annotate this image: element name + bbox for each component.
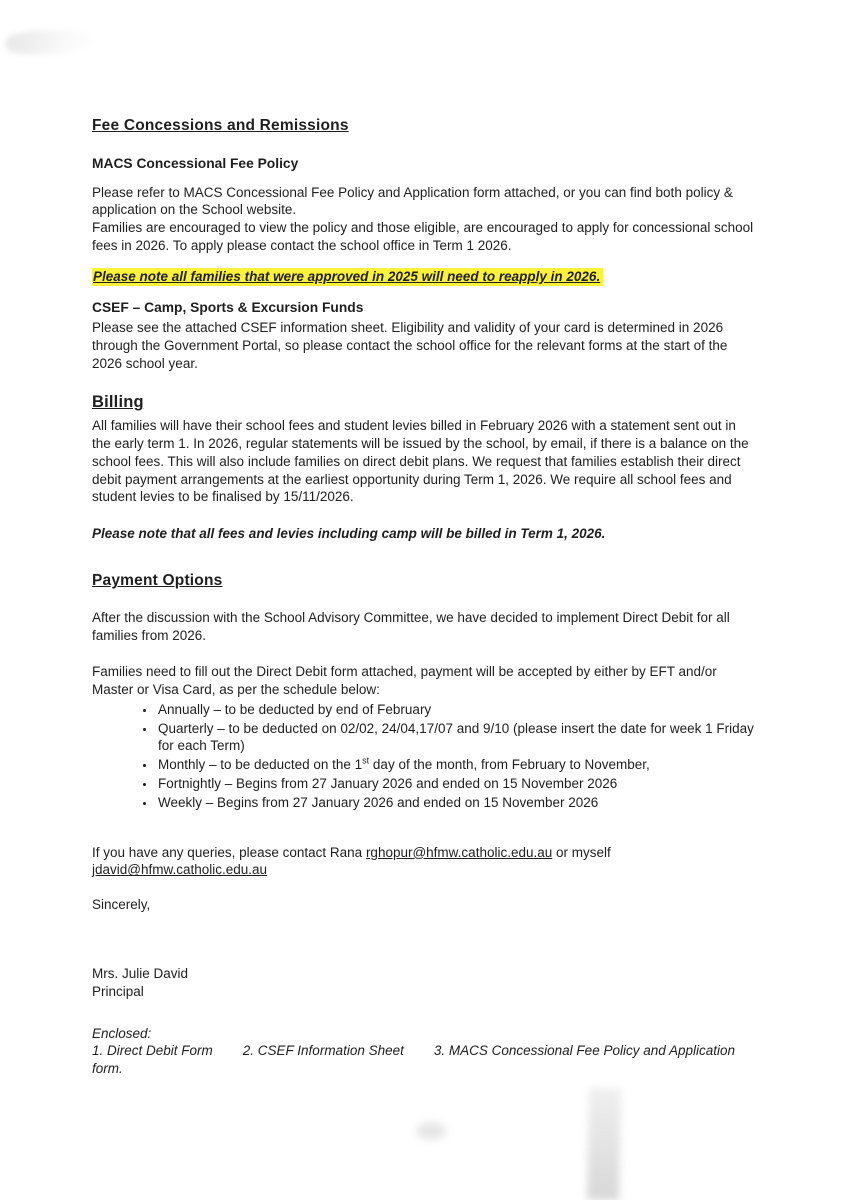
list-item-monthly <box>156 756 758 774</box>
list-item-text: Weekly – Begins from 27 January 2026 and ended on 15 November 2026 <box>158 794 599 810</box>
enclosure-item-1: 1. Direct Debit Form <box>92 1043 213 1059</box>
heading-billing: Billing <box>92 393 144 412</box>
list-item-text: Fortnightly – Begins from 27 January 2026 and ended on 15 November 2026 <box>158 775 618 791</box>
heading-csef: CSEF – Camp, Sports & Excursion Funds <box>92 299 364 315</box>
billing-note: Please note that all fees and levies including camp will be billed in Term 1, 2026. <box>92 526 606 542</box>
signature-title: Principal <box>92 983 144 999</box>
heading-macs-policy: MACS Concessional Fee Policy <box>92 156 299 172</box>
enclosed-items <box>92 1042 758 1078</box>
list-item-weekly <box>156 794 758 812</box>
list-item-quarterly <box>156 720 758 756</box>
enclosure-item-2: 2. CSEF Information Sheet <box>242 1043 404 1059</box>
queries-paragraph <box>92 844 758 880</box>
reapply-highlight-note <box>92 268 758 286</box>
list-item-text: day of the month, from February to November, <box>369 757 650 773</box>
list-item-text: Annually – to be deducted by end of February <box>158 701 432 717</box>
email-link-jdavid[interactable]: jdavid@hfmw.catholic.edu.au <box>92 862 268 878</box>
signature-block <box>92 965 758 1001</box>
payment-paragraph-1: After the discussion with the School Advisory Committee, we have decided to implement Direct Debit for all families from 2026. <box>92 610 730 644</box>
email-link-rghopur[interactable]: rghopur@hfmw.catholic.edu.au <box>365 844 553 860</box>
queries-text-after: or myself <box>552 844 611 860</box>
macs-paragraph-2: Families are encouraged to view the policy and those eligible, are encouraged to apply for concessional school fees in 2026. To apply please contact the school office in Term 1 2026. <box>92 220 754 254</box>
enclosures-block <box>92 1025 758 1078</box>
csef-paragraph: Please see the attached CSEF information sheet. Eligibility and validity of your card is determined in 2026 through the Government Portal, so please contact the school office for the relevant forms at the start of the 2026 school year. <box>92 319 728 371</box>
enclosure-item-3: 3. MACS Concessional Fee Policy and Application form. <box>92 1043 736 1077</box>
scan-smudge-top-left <box>6 28 99 55</box>
billing-paragraph: All families will have their school fees and student levies billed in February 2026 with a statement sent out in the early term 1. In 2026, regular statements will be issued by the school, by email, if there is a balance on the school fees. This will also include families on direct debit plans. We request that families establish their direct debit payment arrangements at the earliest opportunity during Term 1, 2026. We require all school fees and student levies to be finalised by 15/11/2026. <box>92 418 749 505</box>
enclosed-label: Enclosed: <box>92 1025 152 1041</box>
list-item-text: Monthly – to be deducted on the 1 <box>158 757 363 773</box>
sign-off: Sincerely, <box>92 897 151 913</box>
payment-schedule-list <box>92 701 758 812</box>
highlighted-text: Please note all families that were approved in 2025 will need to reapply in 2026. <box>92 268 603 286</box>
signature-name: Mrs. Julie David <box>92 966 189 982</box>
list-item-annually <box>156 701 758 719</box>
payment-paragraph-2: Families need to fill out the Direct Debit form attached, payment will be accepted by either by EFT and/or Master or Visa Card, as per the schedule below: <box>92 664 717 697</box>
list-item-text: Quarterly – to be deducted on 02/02, 24/04,17/07 and 9/10 (please insert the date for week 1 Friday for each Term) <box>158 720 754 754</box>
superscript-st: st <box>362 755 370 766</box>
heading-fee-concessions: Fee Concessions and Remissions <box>92 117 349 134</box>
macs-paragraph-1: Please refer to MACS Concessional Fee Policy and Application form attached, or you can find both policy & application on the School website. <box>92 184 733 218</box>
letter-body <box>92 116 758 1078</box>
scan-streak-bottom-right <box>587 1088 621 1200</box>
list-item-fortnightly <box>156 775 758 793</box>
queries-text-before: If you have any queries, please contact Rana <box>92 844 366 860</box>
heading-payment-options: Payment Options <box>92 572 223 589</box>
scan-smudge-bottom-center <box>416 1122 446 1140</box>
